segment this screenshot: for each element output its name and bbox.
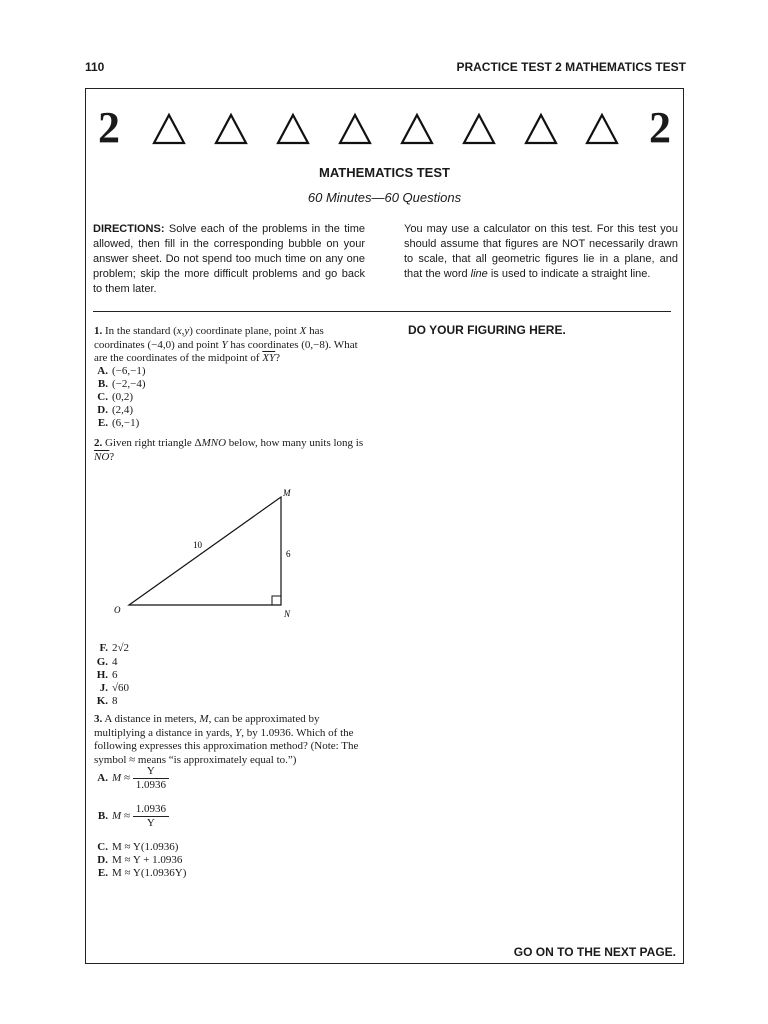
option-letter: C.	[97, 391, 108, 403]
option-letter: A.	[97, 365, 108, 377]
figuring-label: DO YOUR FIGURING HERE.	[408, 323, 566, 337]
option-text: M ≈ Y(1.0936)	[112, 841, 179, 853]
option-letter: D.	[97, 854, 108, 866]
directions-text: is used to indicate a straight line.	[487, 268, 651, 280]
fraction-denominator: 1.0936	[135, 779, 166, 791]
option-letter: E.	[97, 867, 108, 879]
answer-option[interactable]	[92, 695, 118, 708]
question-text: ) coordinate plane, point	[189, 325, 300, 337]
option-text: 2√2	[112, 642, 130, 654]
answer-option[interactable]	[92, 642, 129, 655]
hypotenuse-label: 10	[193, 540, 202, 550]
answer-option[interactable]	[92, 765, 169, 792]
fraction	[133, 765, 169, 792]
question-3	[94, 713, 366, 767]
question-1	[94, 325, 366, 366]
directions-text: Solve each of the problems in the time allowed, then fill in the corresponding bubble on your answer sheet. Do not spend too much time on any one problem; skip the more difficult problems and go back to them later.	[93, 223, 365, 295]
right-angle-marker	[272, 596, 281, 605]
triangle-icon	[214, 112, 248, 146]
question-text: , can be approximated by multiplying a distance in yards,	[94, 713, 320, 739]
section-number-left: 2	[98, 103, 120, 152]
section-title: MATHEMATICS TEST	[319, 165, 450, 180]
option-text: M ≈ Y(1.0936Y)	[112, 867, 187, 879]
option-letter: F.	[99, 642, 108, 654]
test-page-frame	[85, 88, 684, 964]
running-head: PRACTICE TEST 2 MATHEMATICS TEST	[456, 60, 686, 74]
triangle-icon	[152, 112, 186, 146]
triangle-icon	[462, 112, 496, 146]
option-letter: D.	[97, 404, 108, 416]
question-text: X	[299, 325, 307, 337]
directions-label: DIRECTIONS:	[93, 223, 165, 235]
question-text: M	[199, 713, 209, 725]
option-text: (2,4)	[112, 404, 134, 416]
section-subtitle: 60 Minutes—60 Questions	[307, 190, 462, 205]
option-text: M ≈	[112, 772, 130, 785]
directions-text: You may use a calculator on this test. For this test you should assume that figures are NOT necessarily drawn to scale, that all geometric figures lie in a plane, and that the word	[404, 223, 678, 280]
option-text: 6	[112, 669, 118, 681]
option-text: (−6,−1)	[112, 365, 146, 377]
option-text: (6,−1)	[112, 417, 140, 429]
question-text: has coordinates (0,−8). What are the coordinates of the midpoint of	[94, 338, 358, 364]
option-letter: C.	[97, 841, 108, 853]
option-letter: A.	[97, 772, 108, 785]
question-text: below, how many units long is	[226, 437, 364, 449]
answer-option[interactable]	[92, 854, 182, 867]
directions-left	[93, 222, 365, 297]
section-banner	[86, 103, 683, 153]
page-number: 110	[85, 60, 105, 74]
answer-option[interactable]	[92, 391, 133, 404]
triangle-shape	[129, 497, 281, 605]
question-text: ?	[275, 352, 281, 364]
question-text: Y	[221, 338, 228, 351]
directions-emphasis: line	[470, 268, 488, 280]
question-number: 2.	[94, 437, 103, 449]
option-letter: E.	[97, 417, 108, 429]
option-text: M ≈ Y + 1.0936	[112, 854, 183, 866]
fraction-numerator: Y	[133, 765, 169, 779]
fraction-denominator: Y	[146, 817, 155, 829]
question-text: has coordinates (−4,0) and point	[94, 325, 324, 351]
option-text: (0,2)	[112, 391, 134, 403]
option-letter: B.	[97, 378, 108, 390]
directions-right	[404, 222, 678, 282]
segment-label: $\overline{NO}$	[94, 450, 110, 463]
question-text: Y	[235, 726, 242, 739]
side-mn-label: 6	[286, 549, 291, 559]
answer-option[interactable]	[92, 656, 118, 669]
answer-option[interactable]	[92, 417, 139, 430]
triangle-icon	[276, 112, 310, 146]
option-letter: B.	[97, 810, 108, 823]
vertex-n-label: N	[284, 609, 291, 619]
fraction-numerator: 1.0936	[133, 803, 169, 817]
segment-label: $\overline{XY}$	[262, 352, 276, 364]
question-number: 3.	[94, 713, 103, 725]
triangle-icon	[400, 112, 434, 146]
answer-option[interactable]	[92, 378, 145, 391]
option-text: (−2,−4)	[112, 378, 146, 390]
option-text: M ≈	[112, 810, 130, 823]
section-divider	[93, 311, 671, 312]
question-text: Given right triangle Δ	[105, 437, 202, 449]
triangle-icon	[524, 112, 558, 146]
question-text: A distance in meters,	[104, 713, 200, 725]
triangle-icon	[338, 112, 372, 146]
next-page-notice: GO ON TO THE NEXT PAGE.	[513, 945, 676, 959]
question-text: , by 1.0936. Which of the following expresses this approximation method? (Note: The symbol ≈ means “is approximately equal to.”)	[94, 726, 359, 766]
option-letter: G.	[96, 656, 108, 668]
option-letter: J.	[99, 682, 108, 694]
option-letter: H.	[96, 669, 108, 681]
vertex-m-label: M	[283, 488, 291, 498]
section-number-right: 2	[649, 103, 671, 152]
question-text: MNO	[201, 437, 227, 449]
question-2	[94, 437, 366, 464]
option-text: 4	[112, 656, 118, 668]
answer-option[interactable]	[92, 841, 178, 854]
vertex-o-label: O	[114, 605, 121, 615]
question-text: x,y	[176, 325, 190, 337]
answer-option[interactable]	[92, 669, 118, 682]
answer-option[interactable]	[92, 803, 169, 830]
option-text: 8	[112, 695, 118, 707]
answer-option[interactable]	[92, 365, 145, 378]
option-text: √60	[112, 682, 130, 694]
answer-option[interactable]	[92, 404, 133, 417]
question-text: In the standard (	[105, 325, 177, 337]
fraction	[133, 803, 169, 830]
answer-option[interactable]	[92, 682, 129, 695]
triangle-icon	[585, 112, 619, 146]
answer-option[interactable]	[92, 867, 186, 880]
question-number: 1.	[94, 325, 103, 337]
right-triangle-figure	[111, 481, 311, 621]
option-letter: K.	[96, 695, 108, 707]
question-text: ?	[109, 450, 115, 463]
